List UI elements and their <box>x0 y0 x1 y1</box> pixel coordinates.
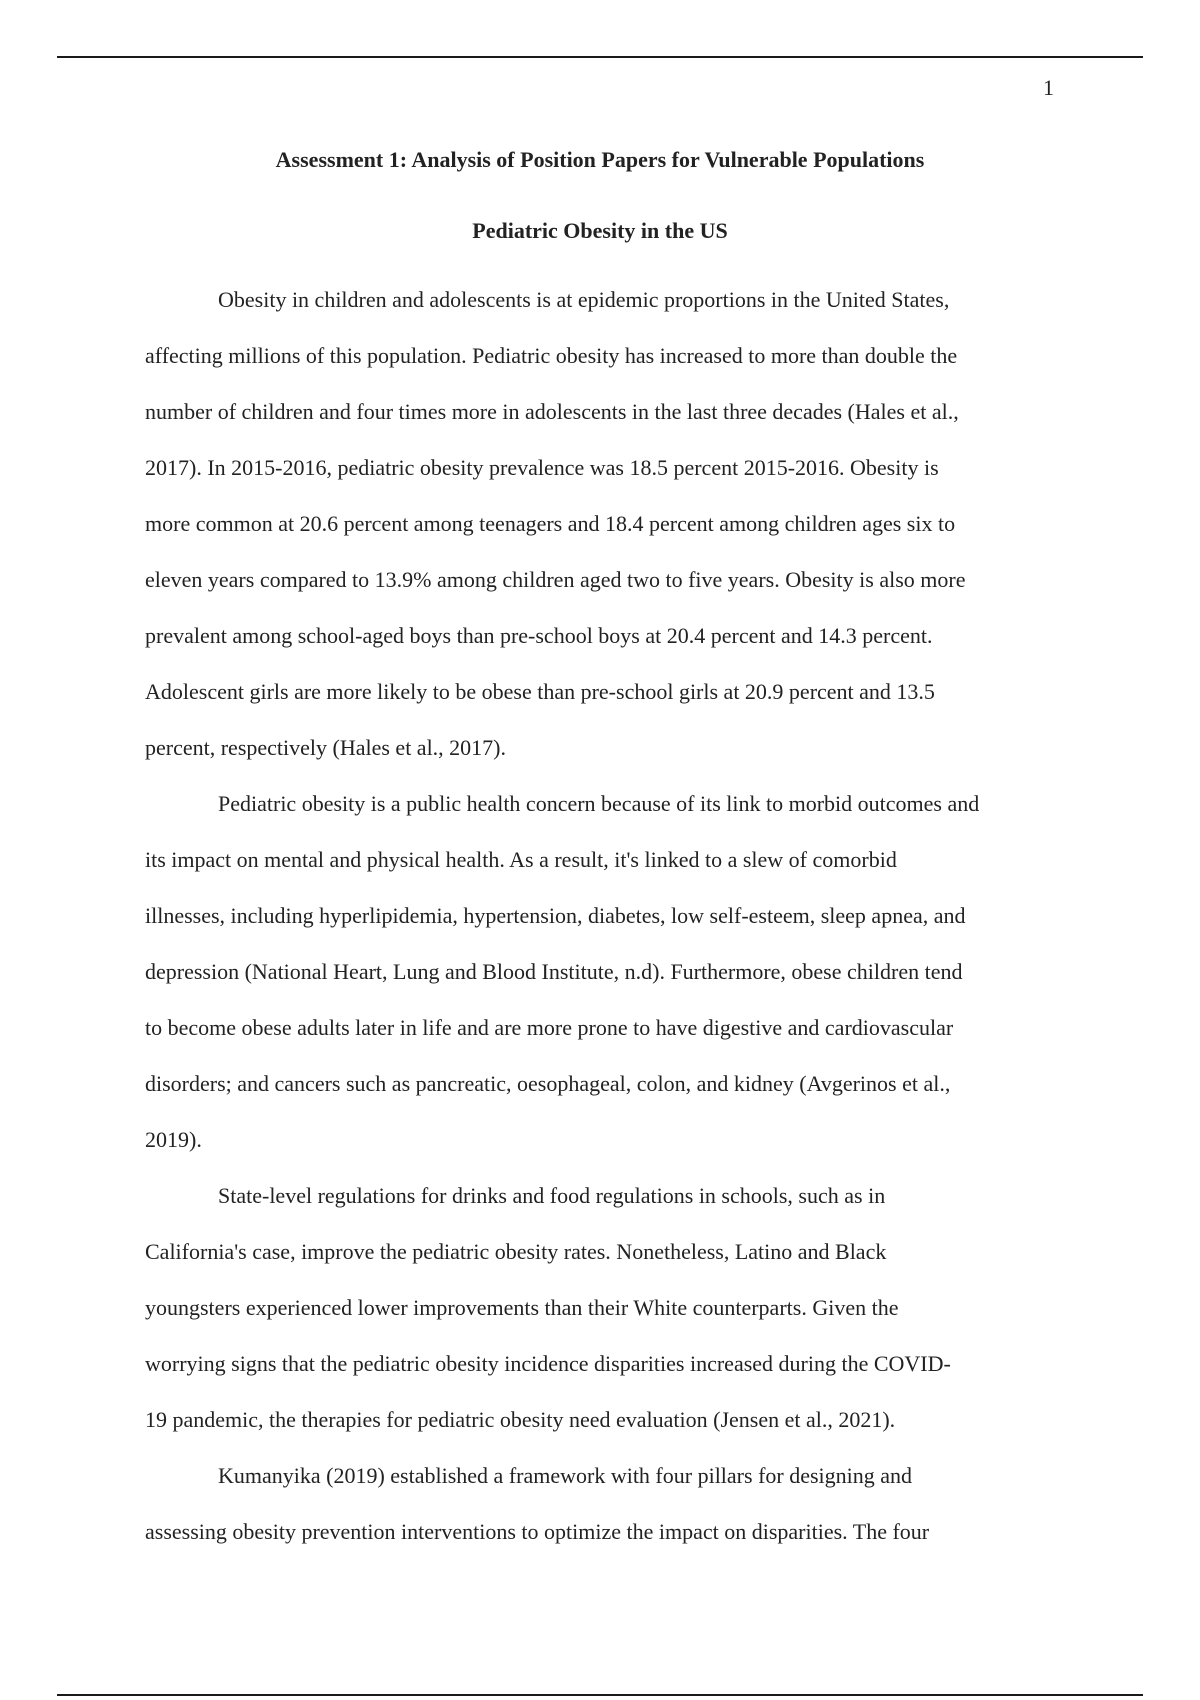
body-line: Obesity in children and adolescents is at epidemic proportions in the United States, <box>218 287 950 312</box>
body-line: disorders; and cancers such as pancreatic, oesophageal, colon, and kidney (Avgerinos et al., <box>145 1071 951 1096</box>
body-line: Adolescent girls are more likely to be obese than pre-school girls at 20.9 percent and 13.5 <box>145 679 935 704</box>
body-line: assessing obesity prevention interventions to optimize the impact on disparities. The four <box>145 1519 930 1544</box>
body-line: its impact on mental and physical health. As a result, it's linked to a slew of comorbid <box>145 847 897 872</box>
body-line: affecting millions of this population. Pediatric obesity has increased to more than double the <box>145 343 958 368</box>
page-number: 1 <box>1043 75 1054 100</box>
body-line: 2019). <box>145 1127 202 1152</box>
document-title: Assessment 1: Analysis of Position Papers for Vulnerable Populations <box>275 147 925 172</box>
body-line: prevalent among school-aged boys than pre-school boys at 20.4 percent and 14.3 percent. <box>145 623 933 648</box>
body-line: youngsters experienced lower improvements than their White counterparts. Given the <box>145 1295 899 1320</box>
body-line: more common at 20.6 percent among teenagers and 18.4 percent among children ages six to <box>145 511 956 536</box>
body-line: percent, respectively (Hales et al., 2017). <box>145 735 507 760</box>
body-line: worrying signs that the pediatric obesity incidence disparities increased during the COVID- <box>145 1351 951 1376</box>
body-line: State-level regulations for drinks and food regulations in schools, such as in <box>218 1183 886 1208</box>
body-line: eleven years compared to 13.9% among children aged two to five years. Obesity is also more <box>145 567 966 592</box>
section-heading: Pediatric Obesity in the US <box>472 218 728 243</box>
header-rule <box>57 56 1143 58</box>
body-line: Kumanyika (2019) established a framework with four pillars for designing and <box>218 1463 913 1488</box>
body-line: 2017). In 2015-2016, pediatric obesity prevalence was 18.5 percent 2015-2016. Obesity is <box>145 455 939 480</box>
body-line: California's case, improve the pediatric obesity rates. Nonetheless, Latino and Black <box>145 1239 887 1264</box>
body-line: depression (National Heart, Lung and Blood Institute, n.d). Furthermore, obese children tend <box>145 959 963 984</box>
body-line: 19 pandemic, the therapies for pediatric obesity need evaluation (Jensen et al., 2021). <box>145 1407 896 1432</box>
body-line: illnesses, including hyperlipidemia, hypertension, diabetes, low self-esteem, sleep apnea, and <box>145 903 966 928</box>
body-line: number of children and four times more in adolescents in the last three decades (Hales et al., <box>145 399 959 424</box>
document-body <box>145 272 1065 1560</box>
footer-rule <box>57 1694 1143 1696</box>
body-line: to become obese adults later in life and are more prone to have digestive and cardiovascular <box>145 1015 954 1040</box>
body-line: Pediatric obesity is a public health concern because of its link to morbid outcomes and <box>218 791 980 816</box>
